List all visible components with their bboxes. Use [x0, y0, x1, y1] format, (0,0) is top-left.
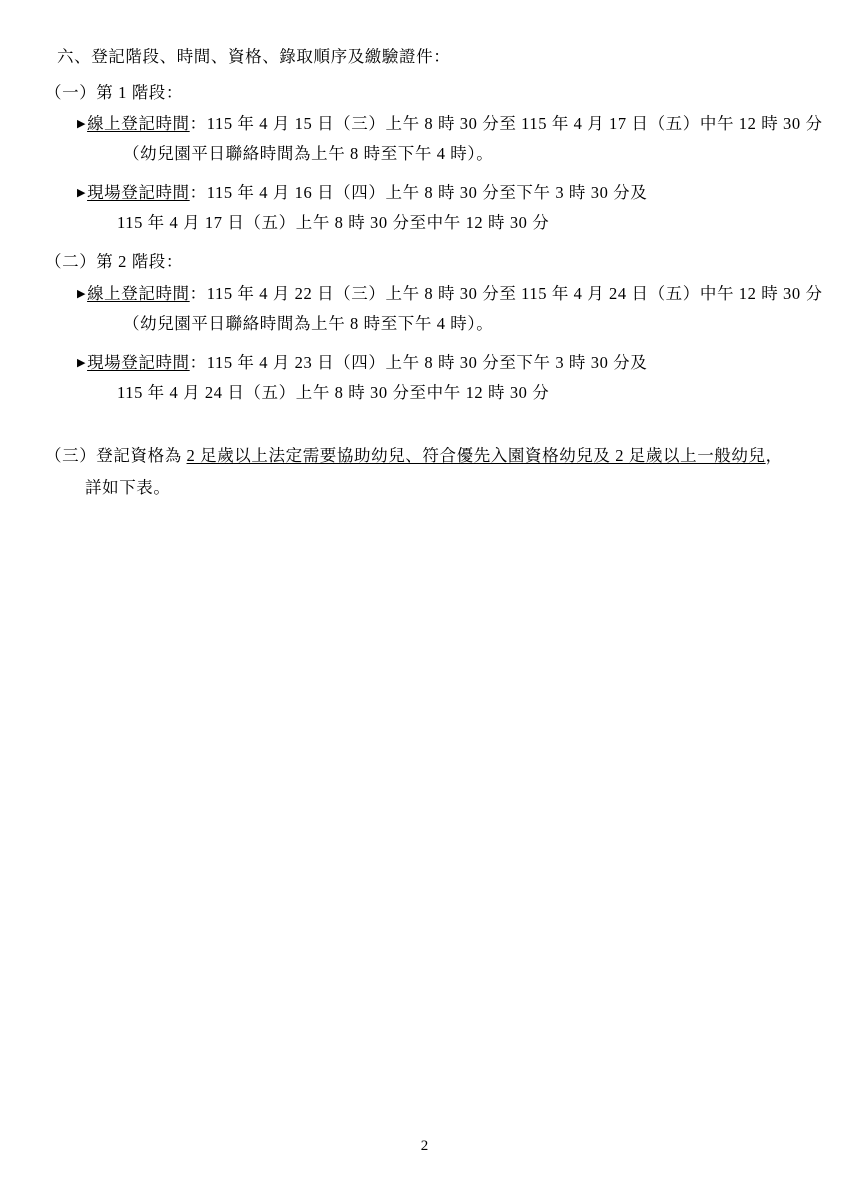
spacer — [45, 239, 815, 249]
list-item — [77, 180, 815, 206]
item-text: ：115 年 4 月 16 日（四）上午 8 時 30 分至下午 3 時 30 分及 — [189, 183, 648, 203]
spacer — [45, 170, 815, 180]
list-item-continuation: （幼兒園平日聯絡時間為上午 8 時至下午 4 時）。 — [123, 313, 494, 333]
item-term: 現場登記時間 — [87, 353, 190, 373]
qualification-prefix: （三）登記資格為 — [45, 446, 187, 466]
page-number: 2 — [420, 1138, 429, 1154]
spacer — [45, 340, 815, 350]
list-item-continuation: 115 年 4 月 24 日（五）上午 8 時 30 分至中午 12 時 30 分 — [117, 382, 550, 402]
document-body — [45, 44, 823, 504]
subsection-label-3 — [45, 443, 815, 469]
item-term: 線上登記時間 — [87, 283, 190, 303]
item-text: ：115 年 4 月 22 日（三）上午 8 時 30 分至 115 年 4 月 24 日（五）中午 12 時 30 分 — [189, 283, 823, 303]
subsection-label-1: （一）第 1 階段： — [45, 82, 183, 102]
qualification-underlined: 2 足歲以上法定需要協助幼兒、符合優先入園資格幼兒及 2 足歲以上一般幼兒 — [186, 446, 766, 466]
triangle-bullet-icon: ▶ — [77, 357, 87, 370]
subsection-label-2: （二）第 2 階段： — [45, 252, 183, 272]
list-item — [77, 350, 815, 376]
triangle-bullet-icon: ▶ — [77, 187, 87, 200]
list-item — [77, 111, 823, 137]
qualification-continuation: 詳如下表。 — [85, 477, 171, 497]
item-text: ：115 年 4 月 15 日（三）上午 8 時 30 分至 115 年 4 月 17 日（五）中午 12 時 30 分 — [189, 114, 823, 134]
qualification-suffix: ， — [765, 446, 783, 466]
triangle-bullet-icon: ▶ — [77, 118, 87, 131]
section-heading: 六、登記階段、時間、資格、錄取順序及繳驗證件： — [57, 47, 451, 66]
list-item-continuation: （幼兒園平日聯絡時間為上午 8 時至下午 4 時）。 — [123, 143, 494, 163]
list-item-continuation: 115 年 4 月 17 日（五）上午 8 時 30 分至中午 12 時 30 分 — [117, 212, 550, 232]
item-term: 現場登記時間 — [87, 183, 190, 203]
spacer — [45, 409, 815, 443]
item-term: 線上登記時間 — [87, 114, 190, 134]
triangle-bullet-icon: ▶ — [77, 287, 87, 300]
list-item — [77, 281, 823, 307]
item-text: ：115 年 4 月 23 日（四）上午 8 時 30 分至下午 3 時 30 分及 — [189, 353, 648, 373]
